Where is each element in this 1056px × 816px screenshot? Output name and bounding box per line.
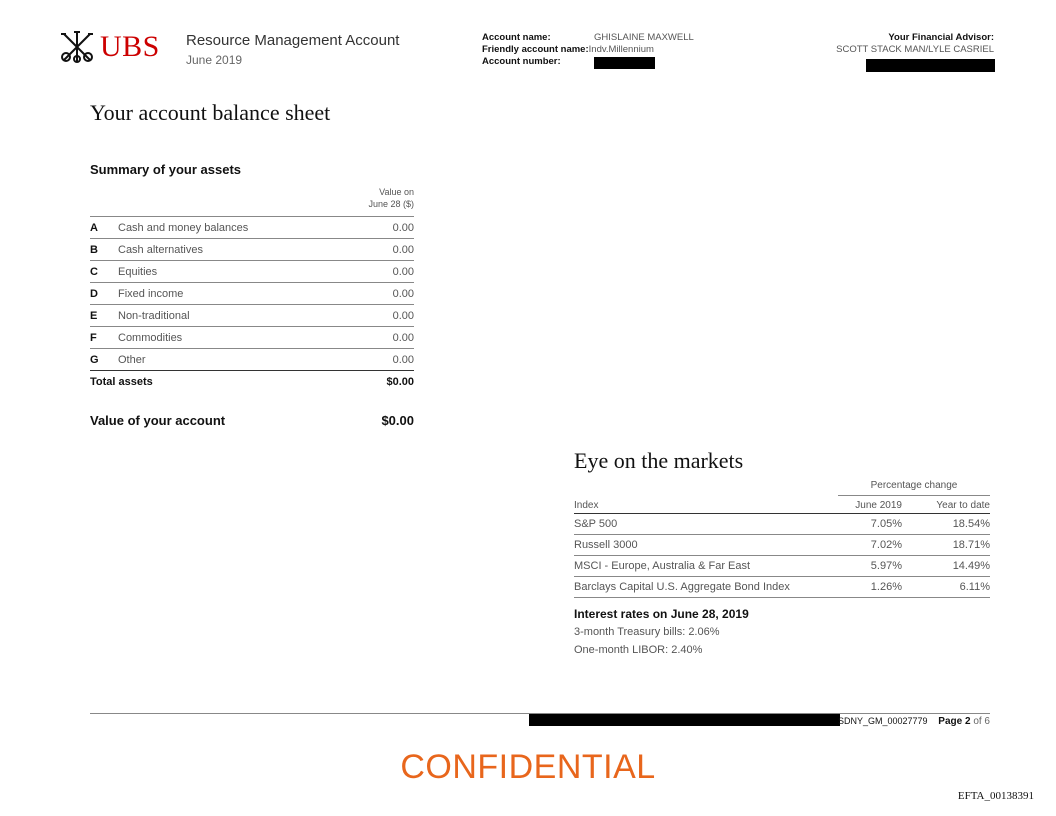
asset-name: Cash and money balances: [118, 221, 249, 234]
asset-letter: A: [90, 221, 98, 234]
asset-letter: E: [90, 309, 98, 322]
col-ytd-header: Year to date: [936, 500, 990, 511]
asset-name: Non-traditional: [118, 309, 190, 322]
value-column-header: [340, 186, 414, 210]
markets-title: Eye on the markets: [574, 448, 744, 473]
value-head-line1: Value on: [379, 187, 414, 197]
col-index-header: Index: [574, 500, 599, 511]
markets-table: [574, 480, 990, 598]
asset-name: Other: [118, 353, 146, 366]
treasury-rate: 3-month Treasury bills: 2.06%: [574, 626, 720, 638]
asset-row-f: [90, 326, 414, 348]
asset-letter: B: [90, 243, 98, 256]
market-row: [574, 577, 990, 598]
page-number: [938, 716, 990, 727]
market-ytd-change: 14.49%: [952, 560, 990, 572]
col-month-header: June 2019: [855, 500, 902, 511]
bates-number: SDNY_GM_00027779: [838, 716, 928, 726]
account-number-redaction: [594, 57, 655, 69]
total-assets-value: $0.00: [386, 375, 414, 388]
market-month-change: 1.26%: [870, 581, 902, 593]
balance-sheet-title: Your account balance sheet: [90, 100, 331, 125]
summary-title: Summary of your assets: [90, 162, 242, 177]
asset-row-d: [90, 282, 414, 304]
page-current: 2: [964, 716, 971, 727]
advisor-names: SCOTT STACK MAN/LYLE CASRIEL: [836, 44, 994, 55]
confidential-stamp: CONFIDENTIAL: [400, 748, 656, 786]
advisor-info: [836, 32, 994, 56]
account-info: [482, 32, 694, 68]
asset-name: Equities: [118, 265, 158, 278]
advisor-label: Your Financial Advisor:: [888, 32, 994, 43]
value-head-line2: June 28 ($): [368, 199, 414, 209]
market-ytd-change: 18.71%: [952, 539, 990, 551]
account-number-label: Account number:: [482, 56, 561, 67]
assets-table: [90, 216, 414, 392]
market-ytd-change: 6.11%: [959, 581, 990, 593]
total-assets-label: Total assets: [90, 375, 153, 388]
asset-name: Fixed income: [118, 287, 184, 300]
asset-name: Commodities: [118, 331, 183, 344]
asset-letter: D: [90, 287, 98, 300]
total-assets-row: [90, 370, 414, 392]
percentage-change-header: Percentage change: [838, 480, 990, 496]
market-index-name: S&P 500: [574, 518, 618, 530]
asset-row-a: [90, 216, 414, 238]
asset-value: 0.00: [392, 287, 414, 300]
account-value-amount: $0.00: [381, 413, 414, 428]
asset-value: 0.00: [392, 265, 414, 278]
market-row: [574, 514, 990, 535]
friendly-name-label: Friendly account name:: [482, 44, 589, 55]
asset-value: 0.00: [392, 353, 414, 366]
ubs-logo: [58, 30, 160, 64]
asset-value: 0.00: [392, 331, 414, 344]
efta-id: EFTA_00138391: [957, 790, 1034, 802]
account-name-label: Account name:: [482, 32, 551, 43]
page-word: Page: [938, 716, 963, 727]
interest-rates-title: Interest rates on June 28, 2019: [574, 607, 749, 621]
asset-letter: F: [90, 331, 97, 344]
market-row: [574, 556, 990, 577]
document-date: June 2019: [186, 53, 243, 67]
asset-name: Cash alternatives: [118, 243, 203, 256]
market-month-change: 5.97%: [870, 560, 902, 572]
asset-value: 0.00: [392, 309, 414, 322]
market-row: [574, 535, 990, 556]
asset-row-c: [90, 260, 414, 282]
footer-redaction: [529, 714, 840, 726]
asset-value: 0.00: [392, 221, 414, 234]
account-name-value: GHISLAINE MAXWELL: [594, 32, 694, 43]
account-value-label: Value of your account: [90, 413, 226, 428]
asset-letter: C: [90, 265, 98, 278]
ubs-keys-icon: [58, 30, 96, 64]
market-index-name: Barclays Capital U.S. Aggregate Bond Index: [574, 581, 790, 593]
market-index-name: Russell 3000: [574, 539, 638, 551]
libor-rate: One-month LIBOR: 2.40%: [574, 644, 703, 656]
market-index-name: MSCI - Europe, Australia & Far East: [574, 560, 751, 572]
advisor-redaction: [866, 59, 995, 72]
brand-name: UBS: [100, 30, 160, 63]
asset-letter: G: [90, 353, 99, 366]
market-month-change: 7.05%: [870, 518, 902, 530]
markets-header-row: [574, 496, 990, 514]
asset-value: 0.00: [392, 243, 414, 256]
market-ytd-change: 18.54%: [952, 518, 990, 530]
account-value-row: [90, 413, 414, 428]
friendly-name-value: Indv.Millennium: [588, 44, 654, 55]
asset-row-b: [90, 238, 414, 260]
asset-row-e: [90, 304, 414, 326]
document-title: Resource Management Account: [186, 32, 400, 49]
market-month-change: 7.02%: [870, 539, 902, 551]
page-of: of 6: [973, 716, 990, 727]
asset-row-g: [90, 348, 414, 370]
